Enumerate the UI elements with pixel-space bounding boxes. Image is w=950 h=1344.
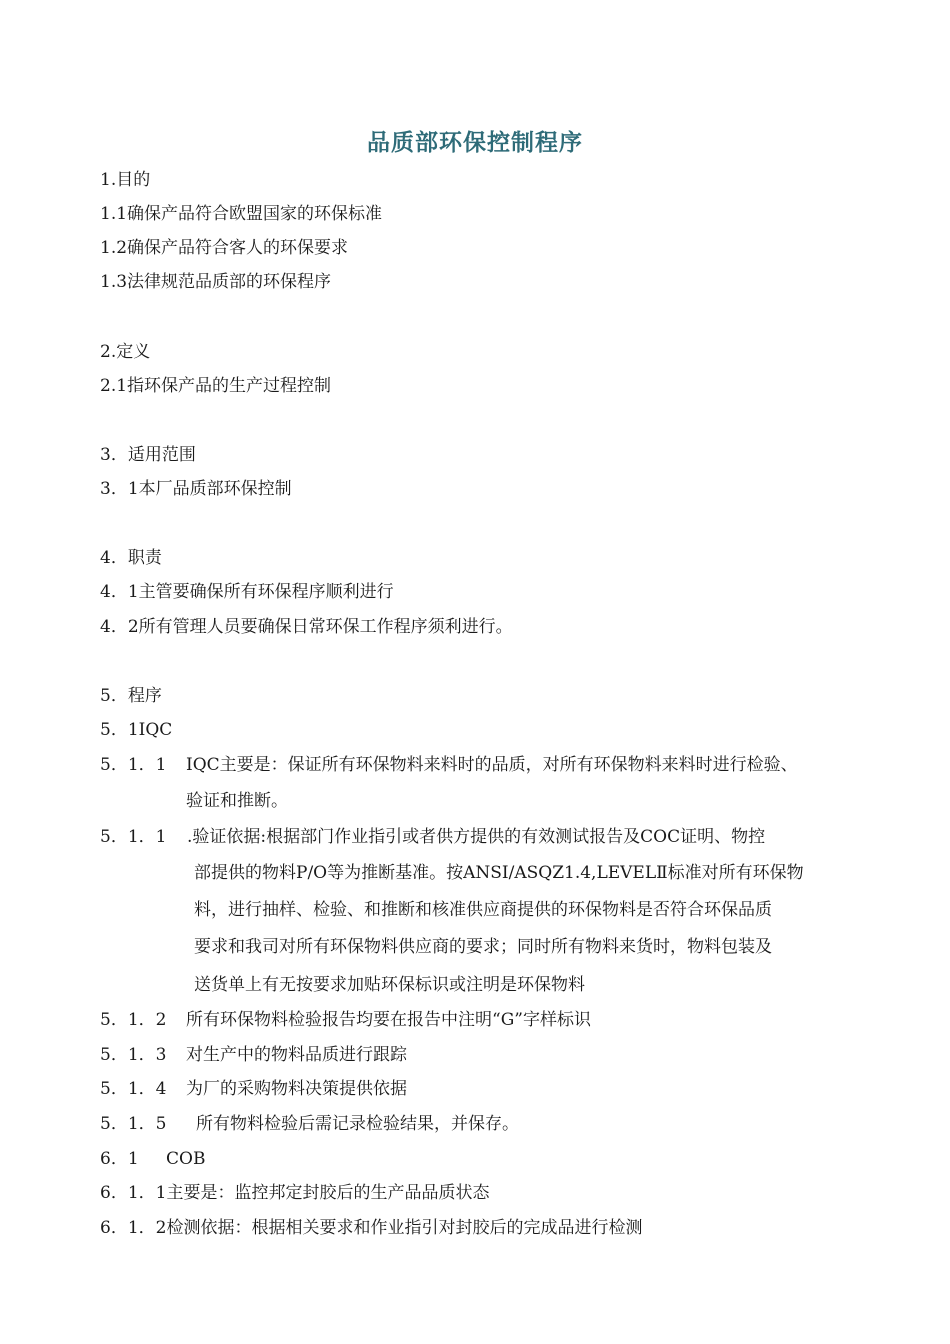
section-5-1-1a-number: 5．1．1 — [100, 755, 167, 775]
section-5-1-1b-line-5: 送货单上有无按要求加贴环保标识或注明是环保物料 — [194, 975, 585, 995]
section-definition-heading: 2.定义 — [100, 342, 151, 362]
section-5-1-5-number: 5．1．5 — [100, 1114, 167, 1134]
section-1-3: 1.3法律规范品质部的环保程序 — [100, 272, 332, 292]
section-5-1-1b-line-1: .验证依据:根据部门作业指引或者供方提供的有效测试报告及COC证明、物控 — [187, 827, 766, 847]
section-5-1-1b-line-2: 部提供的物料P/O等为推断基准。按ANSI/ASQZ1.4,LEVELⅡ标准对所有环保物 — [194, 863, 804, 883]
section-5-1-1b-number: 5．1．1 — [100, 827, 167, 847]
section-6-1-2: 6．1．2检测依据：根据相关要求和作业指引对封胶后的完成品进行检测 — [100, 1218, 643, 1238]
section-5-1-3-number: 5．1．3 — [100, 1045, 167, 1065]
section-scope-heading: 3．适用范围 — [100, 445, 196, 465]
section-5-1-2: 所有环保物料检验报告均要在报告中注明“G”字样标识 — [186, 1010, 591, 1030]
section-5-1-5: 所有物料检验后需记录检验结果，并保存。 — [196, 1114, 519, 1134]
section-5-1-1a-line-1: IQC主要是：保证所有环保物料来料时的品质，对所有环保物料来料时进行检验、 — [186, 755, 798, 775]
section-procedure-heading: 5．程序 — [100, 686, 162, 706]
section-5-1-4: 为厂的采购物料决策提供依据 — [186, 1079, 407, 1099]
section-5-1-4-number: 5．1．4 — [100, 1079, 167, 1099]
section-6-1-number: 6．1 — [100, 1149, 139, 1169]
section-purpose-heading: 1.目的 — [100, 170, 151, 190]
section-2-1: 2.1指环保产品的生产过程控制 — [100, 376, 332, 396]
section-1-1: 1.1确保产品符合欧盟国家的环保标准 — [100, 204, 383, 224]
section-6-1-1: 6．1．1主要是：监控邦定封胶后的生产品品质状态 — [100, 1183, 490, 1203]
section-1-2: 1.2确保产品符合客人的环保要求 — [100, 238, 349, 258]
section-4-2: 4．2所有管理人员要确保日常环保工作程序须利进行。 — [100, 617, 513, 637]
section-5-1-1a-line-2: 验证和推断。 — [186, 791, 288, 811]
section-duties-heading: 4．职责 — [100, 548, 162, 568]
section-5-1-2-number: 5．1．2 — [100, 1010, 167, 1030]
section-5-1-1b-line-4: 要求和我司对所有环保物料供应商的要求；同时所有物料来货时，物料包装及 — [194, 937, 772, 957]
section-6-1: COB — [166, 1149, 206, 1169]
section-5-1-1b-line-3: 料，进行抽样、检验、和推断和核准供应商提供的环保物料是否符合环保品质 — [194, 900, 772, 920]
document-title: 品质部环保控制程序 — [367, 130, 583, 156]
section-5-1-3: 对生产中的物料品质进行跟踪 — [186, 1045, 407, 1065]
section-3-1: 3．1本厂品质部环保控制 — [100, 479, 292, 499]
section-4-1: 4．1主管要确保所有环保程序顺利进行 — [100, 582, 394, 602]
section-5-1: 5．1IQC — [100, 720, 173, 740]
